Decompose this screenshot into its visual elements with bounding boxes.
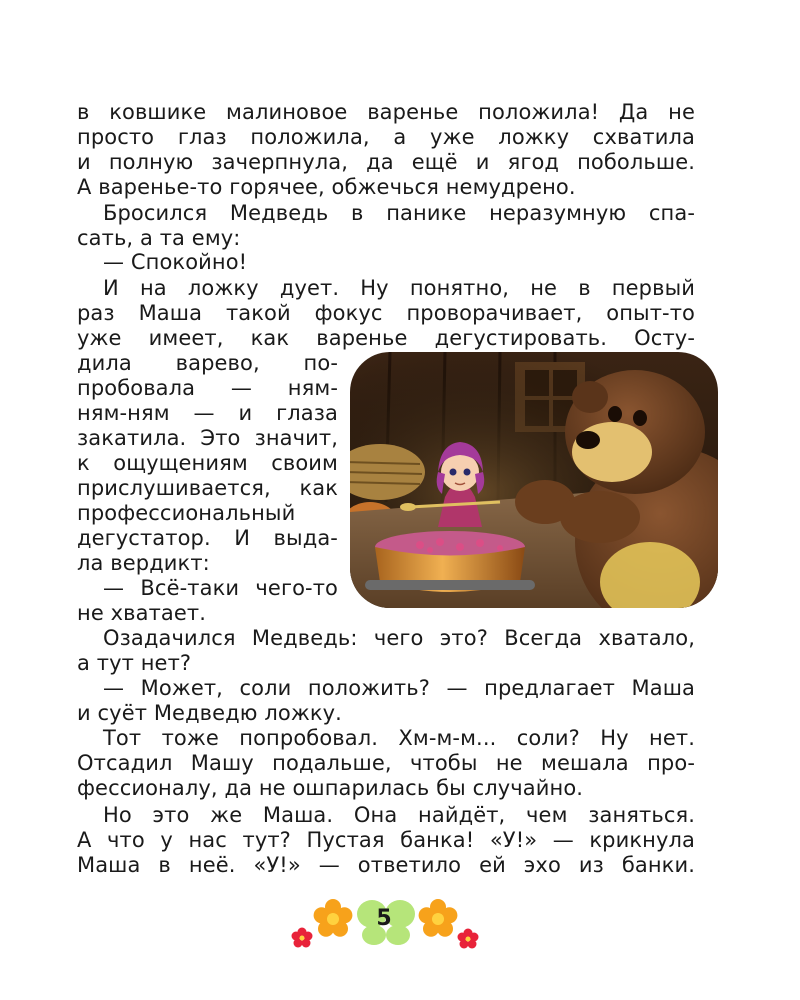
text-line: — Может, соли положить? — предлагает Маша [103, 676, 695, 700]
text-line: просто глаз положила, а уже ложку схватила [77, 125, 695, 149]
text-line: дила варево, по- [77, 351, 338, 375]
text-line: дегустатор. И выда- [77, 526, 338, 550]
text-line: И на ложку дует. Ну понятно, не в первый [103, 276, 695, 300]
text-line: и суёт Медведю ложку. [77, 701, 342, 725]
text-line: Тот тоже попробовал. Хм-м-м... соли? Ну нет. [103, 726, 695, 750]
text-line: А что у нас тут? Пустая банка! «У!» — крикнула [77, 828, 695, 852]
text-line: и полную зачерпнула, да ещё и ягод побольше. [77, 150, 695, 174]
illustration-masha-and-bear [350, 352, 718, 608]
page-number: 5 [376, 906, 392, 931]
text-line: к ощущениям своим [77, 451, 338, 475]
text-line: профессиональный [77, 501, 296, 525]
flower-icon [419, 899, 458, 937]
text-line: ням-ням — и глаза [77, 401, 338, 425]
text-line: закатила. Это значит, [77, 426, 338, 450]
text-line: Маша в неё. «У!» — ответило ей эхо из банки. [77, 853, 695, 877]
text-line: уже имеет, как варенье дегустировать. Осту- [77, 326, 695, 350]
text-line: А варенье-то горячее, обжечься немудрено. [77, 175, 576, 199]
text-line: пробовала — ням- [77, 376, 338, 400]
text-line: а тут нет? [77, 651, 192, 675]
text-line: раз Маша такой фокус проворачивает, опыт-то [77, 301, 695, 325]
text-line: ла вердикт: [77, 551, 210, 575]
text-line: Но это же Маша. Она найдёт, чем заняться. [103, 803, 695, 827]
text-line: Бросился Медведь в панике неразумную спа- [103, 201, 695, 225]
flower-icon [458, 929, 479, 949]
text-line: Отсадил Машу подальше, чтобы не мешала про- [77, 751, 695, 775]
text-line: фессионалу, да не ошпарилась бы случайно. [77, 776, 584, 800]
flower-icon [314, 899, 353, 937]
text-line: сать, а та ему: [77, 226, 241, 250]
text-line: прислушивается, как [77, 476, 338, 500]
text-line: — Всё-таки чего-то [103, 576, 338, 600]
text-line: в ковшике малиновое варенье положила! Да не [77, 100, 695, 124]
flower-icon [292, 928, 313, 948]
text-line: — Спокойно! [103, 250, 248, 274]
text-line: Озадачился Медведь: чего это? Всегда хватало, [103, 626, 695, 650]
text-line: не хватает. [77, 601, 207, 625]
